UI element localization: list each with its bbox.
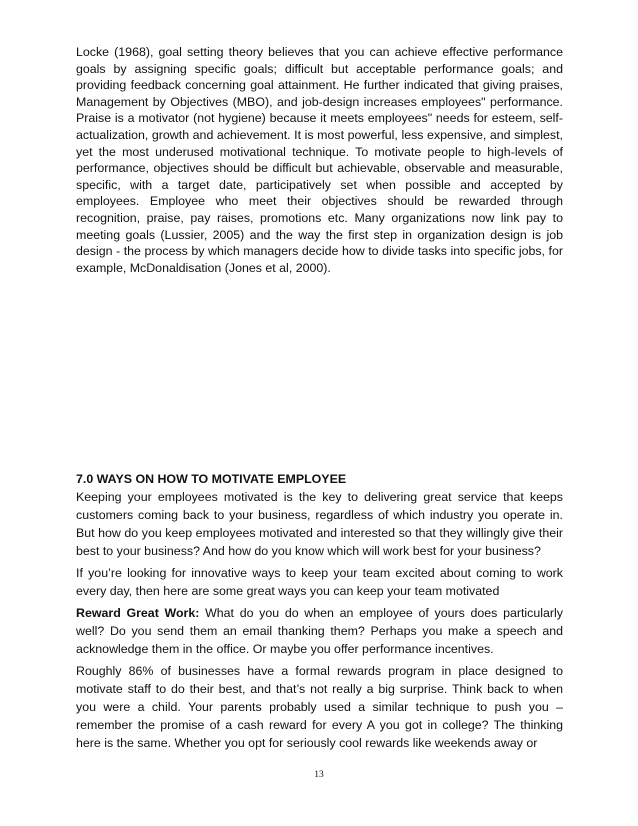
reward-great-work-text: What do you do when an employee of yours does particularly well? Do you send them an email thanking them? Perhaps you make a speech and acknowledge them in the office. Or maybe you offer performance incentives. [76,605,563,656]
reward-great-work-label: Reward Great Work: [76,605,200,620]
motivation-section [76,471,563,756]
intro-paragraph: Locke (1968), goal setting theory believes that you can achieve effective performance goals by assigning specific goals; difficult but acceptable performance goals; and providing feedback concerning goal attainment. He further indicated that giving praises, Management by Objectives (MBO), and job-design increases employees" performance. Praise is a motivator (not hygiene) because it meets employees" needs for esteem, self-actualization, growth and achievement. It is most powerful, less expensive, and simplest, yet the most underused motivational technique. To motivate people to high-levels of performance, objectives should be difficult but achievable, observable and measurable, specific, with a target date, participatively set when possible and accepted by employees. Employee who meet their objectives should be rewarded through recognition, praise, pay raises, promotions etc. Many organizations now link pay to meeting goals (Lussier, 2005) and the way the first step in organization design is job design - the process by which managers decide how to divide tasks into specific jobs, for example, McDonaldisation (Jones et al, 2000). [76,45,563,275]
section-paragraph-1: Keeping your employees motivated is the key to delivering great service that keeps customers coming back to your business, regardless of which industry you operate in. But how do you keep employees motivated and interested so that they willingly give their best to your business? And how do you know which will work best for your business? [76,489,563,559]
section-paragraph-3 [76,604,563,659]
section-paragraph-4: Roughly 86% of businesses have a formal rewards program in place designed to motivate staff to do their best, and that’s not really a big surprise. Think back to when you were a child. Your parents probably used a similar technique to push you – remember the promise of a cash reward for every A you got in college? The thinking here is the same. Whether you opt for seriously cool rewards like weekends away or [76,663,563,751]
page-number: 13 [314,770,324,780]
section-heading: 7.0 WAYS ON HOW TO MOTIVATE EMPLOYEE [76,472,347,486]
section-paragraph-2: If you’re looking for innovative ways to keep your team excited about coming to work every day, then here are some great ways you can keep your team motivated [76,565,563,598]
